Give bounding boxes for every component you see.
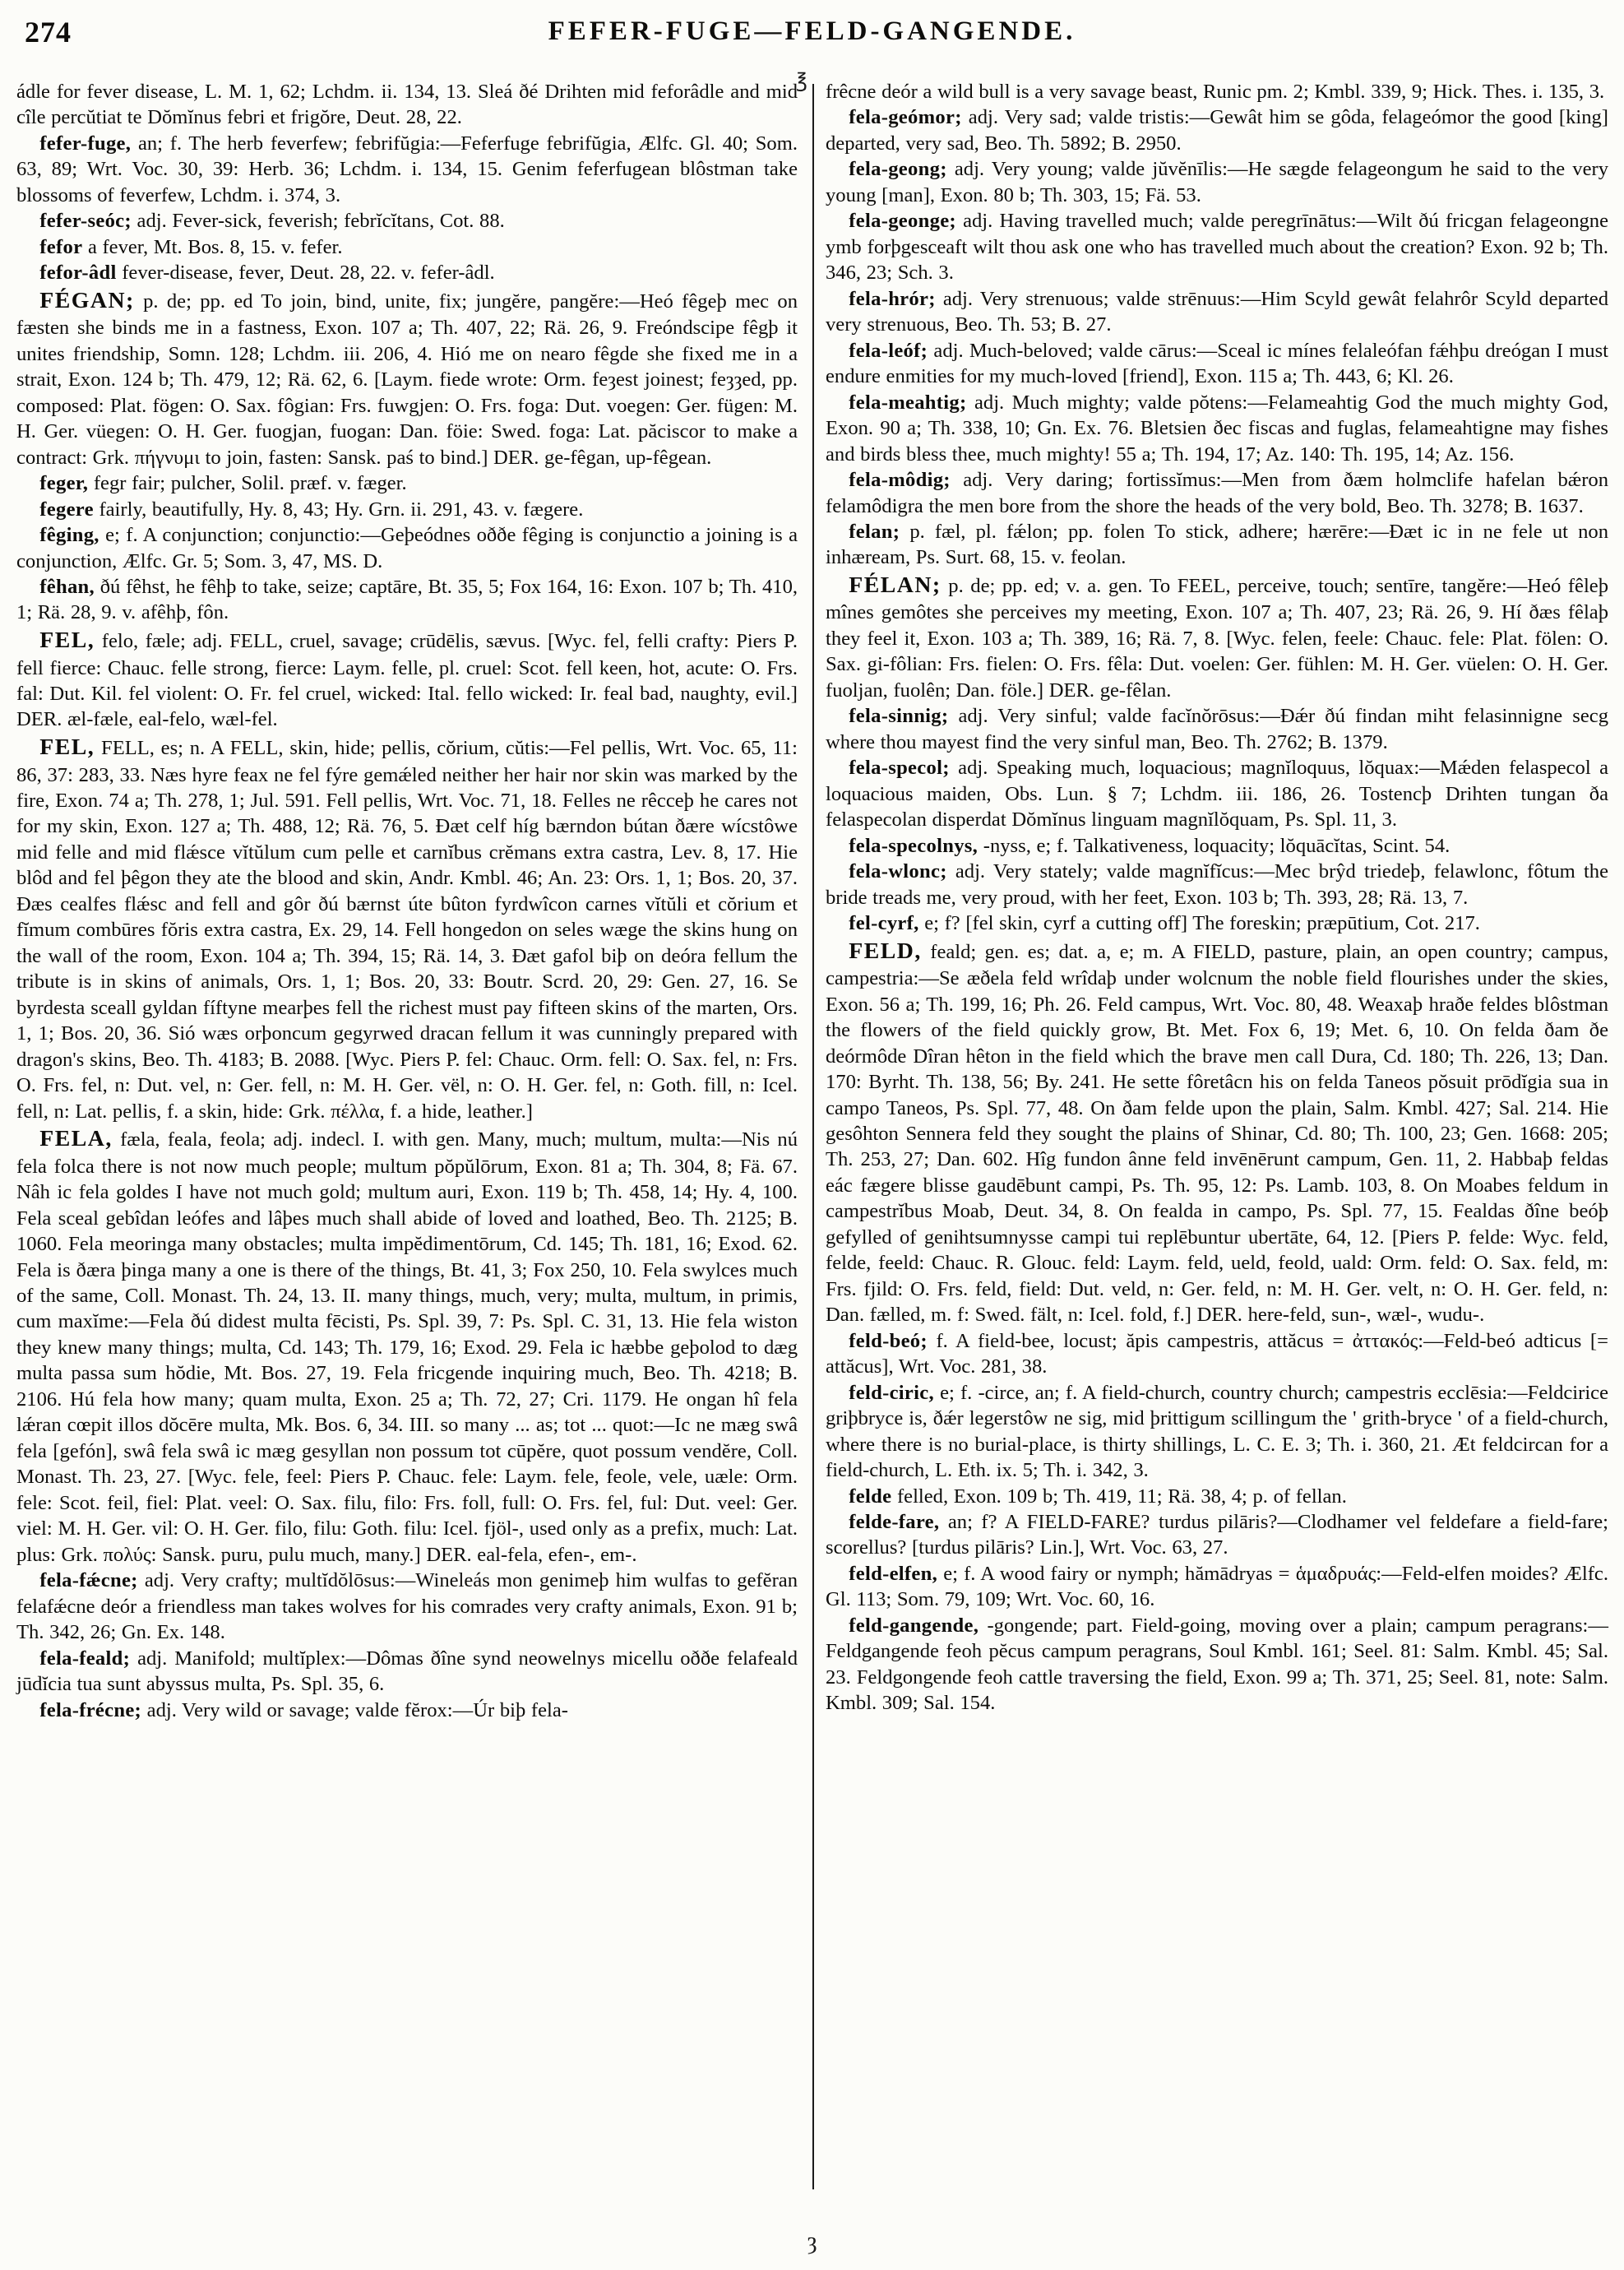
- entry-headword: fela-wlonc;: [849, 860, 947, 883]
- dictionary-entry: [826, 833, 1608, 859]
- entry-body: adj. Having travelled much; valde peregrīnātus:—Wilt ðú fricgan felageongne ymb forþgesceaft wilt thou ask one who has travelled much about the creation? Exon. 92 b; Th. 346, 23; Sch. 3.: [826, 210, 1608, 285]
- dictionary-entry: [826, 1380, 1608, 1484]
- entry-headword: felde-fare,: [849, 1511, 940, 1533]
- dictionary-entry: [826, 571, 1608, 703]
- entry-body: adj. Much mighty; valde pŏtens:—Felameahtig God the much mighty God, Exon. 90 a; Th. 338, 10; Gn. Ex. 76. Bletsien ðec fiscas and fuglas, felameahtigne may fishes and birds bless thee, much mighty! 55 a; Th. 194, 17; Az. 140: Th. 195, 14; Az. 156.: [826, 391, 1609, 466]
- entry-headword: felde: [849, 1485, 892, 1508]
- entry-headword: fela-geómor;: [849, 106, 962, 129]
- entry-body: adj. Very wild or savage; valde fĕrox:—Úr biþ fela-: [146, 1698, 568, 1721]
- entry-headword: feld-gangende,: [849, 1614, 979, 1637]
- entry-body: fegr fair; pulcher, Solil. præf. v. fæger.: [93, 472, 407, 495]
- left-column: [16, 79, 798, 1723]
- entry-headword: fela-specolnys,: [849, 834, 979, 857]
- entry-headword: fela-hrór;: [849, 287, 936, 310]
- entry-body: adj. Very young; valde jŭvĕnīlis:—He sægde felageongum he said to the very young [man], Exon. 80 b; Th. 303, 15; Fä. 53.: [826, 158, 1608, 206]
- entry-headword: fela-specol;: [849, 757, 950, 780]
- dictionary-entry: [826, 910, 1608, 936]
- entry-headword: FÉLAN;: [849, 572, 942, 598]
- entry-body: -nyss, e; f. Talkativeness, loquacity; lŏquācĭtas, Scint. 54.: [983, 834, 1450, 857]
- dictionary-entry: [826, 859, 1608, 910]
- running-head-title: FEFER-FUGE—FELD-GANGENDE.: [548, 16, 1076, 46]
- dictionary-entry: [16, 626, 798, 733]
- dictionary-entry: [826, 79, 1608, 104]
- printers-mark-icon: ℥: [796, 71, 807, 92]
- dictionary-entry: [16, 131, 798, 208]
- dictionary-entry: [826, 286, 1608, 338]
- dictionary-entry: [826, 703, 1608, 755]
- dictionary-entry: [826, 755, 1608, 832]
- entry-body: p. de; pp. ed; v. a. gen. To FEEL, perceive, touch; sentīre, tangĕre:—Heó fêleþ mînes gemôtes she perceives my meeting, Exon. 107 a; Th. 407, 23; Rä. 26, 9. Hí ðæs fêlaþ they feel it, Exon. 103 a; Th. 389, 16; Rä. 7, 8. [Wyc. felen, feele: Chauc. fele: Plat. fölen: O. Sax. gi-fôlian: Frs. fielen: O. Frs. fêla: Dut. voelen: Ger. fühlen: M. H. Ger. vüelen: O. H. Ger. fuoljan, fuolên; Dan. föle.] DER. ge-fêlan.: [826, 574, 1608, 702]
- entry-body: felled, Exon. 109 b; Th. 419, 11; Rä. 38, 4; p. of fellan.: [896, 1485, 1347, 1508]
- dictionary-entry: [16, 574, 798, 626]
- entry-body: feald; gen. es; dat. a, e; m. A FIELD, pasture, plain, an open country; campus, campestria:—Se æðela feld wrîdaþ under wolcnum the noble field flourishes under the skies, Exon. 56 a; Th. 199, 16; Ph. 26. Feld campus, Wrt. Voc. 80, 48. Weaxaþ hraðe feldes blôstman the flowers of the field quickly grow, Bt. Met. Fox 6, 19; Met. 6, 10. On felda ðam ðe deórmôde Dîran hêton in the field which the brave men call Dura, Cd. 180; Th. 226, 13; Dan. 170: Byrht. Th. 138, 56; By. 241. He sette fôretâcn his on felda Taneos pŏsuit prōdĭgia sua in campo Taneos, Ps. Spl. 77, 48. On ðam felde upon the plain, Salm. Kmbl. 427; Sal. 214. Hie gesôhton Sennera feld they sought the plains of Shinar, Cd. 80; Th. 100, 23; Gen. 1668: 205; Th. 253, 27; Dan. 602. Hîg fundon ânne feld invēnērunt campum, Gen. 11, 2. Habbaþ feldas eác fægere blisse gaudēbunt campi, Ps. Th. 95, 12: Ps. Lamb. 103, 8. On Moabes feldum in campestrĭbus Moab, Deut. 34, 8. On fealda in campo, Ps. Spl. 77, 15. Fealdas ðîne beóþ gefylled of genihtsumnysse campi tui replēbuntur ubertāte, 64, 12. [Piers P. felde: Wyc. feld, felde, feeld: Chauc. R. Glouc. feld: Laym. feld, ueld, feold, uald: Orm. feld: O. Sax. feld, m: Frs. fjild: O. Frs. feld, field: Dut. veld, n: Ger. feld, n: M. H. Ger. velt, n: O. H. Ger. feld, n: Dan. fælled, m. f: Swed. fält, n: Icel. fold, f.] DER. here-feld, sun-, wæl-, wudu-.: [826, 940, 1609, 1327]
- entry-headword: fela-feald;: [39, 1647, 131, 1670]
- dictionary-entry: [826, 1561, 1608, 1613]
- dictionary-entry: [16, 1124, 798, 1568]
- dictionary-entry: [16, 1698, 798, 1723]
- entry-body: ðú fêhst, he fêhþ to take, seize; captāre, Bt. 35, 5; Fox 164, 16: Exon. 107 b; Th. 410, 1; Rä. 28, 9. v. afêhþ, fôn.: [16, 576, 798, 624]
- dictionary-entry: [16, 286, 798, 470]
- entry-body: p. fæl, pl. fǽlon; pp. folen To stick, adhere; hærēre:—Ðæt ic in ne fele ut non inhæream, Ps. Surt. 68, 15. v. feolan.: [826, 520, 1608, 569]
- dictionary-entry: [826, 104, 1608, 156]
- dictionary-entry: [16, 208, 798, 234]
- entry-body: an; f? A FIELD-FARE? turdus pilāris?—Clodhamer vel feldefare a field-fare; scorellus? [turdus pilāris? Lin.], Wrt. Voc. 63, 27.: [826, 1511, 1609, 1559]
- entry-body: adj. Speaking much, loquacious; magnĭloquus, lŏquax:—Mǽden felaspecol a loquacious maiden, Obs. Lun. § 7; Lchdm. iii. 186, 26. Tostencþ Drihten tungan ða felaspecolan disperdat Dŏmĭnus linguam magnĭlŏquam, Ps. Spl. 11, 3.: [826, 757, 1609, 832]
- entry-headword: feld-beó;: [849, 1329, 928, 1352]
- entry-body: frêcne deór a wild bull is a very savage beast, Runic pm. 2; Kmbl. 339, 9; Hick. Thes. i. 135, 3.: [826, 81, 1605, 103]
- dictionary-entry: [826, 467, 1608, 519]
- dictionary-entry: [826, 1484, 1608, 1509]
- entry-headword: fefor: [39, 235, 83, 258]
- entry-headword: fegere: [39, 498, 94, 521]
- entry-headword: FELA,: [39, 1126, 113, 1152]
- column-divider-rule: [812, 84, 814, 2189]
- entry-headword: FEL,: [39, 734, 95, 760]
- entry-body: e; f. A conjunction; conjunctio:—Geþeódnes oððe fêging is conjunctio a joining is a conjunction, Ælfc. Gr. 5; Som. 3, 47, MS. D.: [16, 524, 798, 572]
- entry-body: adj. Very stately; valde magnĭfĭcus:—Mec brŷd triedeþ, felawlonc, fôtum the bride treads me, very proud, with her feet, Exon. 103 b; Th. 393, 28; Rä. 13, 7.: [826, 860, 1608, 909]
- dictionary-entry: [16, 79, 798, 131]
- right-column: [826, 79, 1608, 1716]
- entry-body: fever-disease, fever, Deut. 28, 22. v. fefer-âdl.: [122, 262, 495, 285]
- entry-body: e; f? [fel skin, cyrf a cutting off] The foreskin; præpūtium, Cot. 217.: [924, 912, 1480, 935]
- entry-headword: fela-meahtig;: [849, 391, 967, 414]
- entry-headword: fel-cyrf,: [849, 912, 919, 935]
- dictionary-entry: [826, 937, 1608, 1328]
- entry-body: FELL, es; n. A FELL, skin, hide; pellis, cŏrium, cŭtis:—Fel pellis, Wrt. Voc. 65, 11: 86, 37: 283, 33. Næs hyre feax ne fel fýre gemǽled neither her hair nor skin was marked by the fire, Exon. 74 a; Th. 278, 1; Jul. 591. Fell pellis, Wrt. Voc. 71, 18. Felles ne rêcceþ he cares not for my skin, Exon. 127 a; Th. 488, 12; Rä. 76, 5. Ðæt celf híg bærndon bútan ðære wícstôwe mid felle and mid flǽsce vĭtŭlum cum pelle et carnĭbus crĕmans extra castra, Lev. 8, 17. Hie blôd and fel þêgon they ate the blood and skin, Andr. Kmbl. 46; An. 23: Ors. 1, 1; Bos. 20, 37. Ðæs cealfes flǽsc and fell and gôr ðú bærnst úte bûton fyrdwîcon carnes vĭtŭli et cŏrium et fĭmum combūres fŏris extra castra, Ex. 29, 14. Fell hongedon on seles wæge the skins hung on the wall of the room, Exon. 104 a; Th. 394, 15; Rä. 14, 3. Ðæt gafol biþ on deóra fellum the tribute is in skins of animals, Ors. 1, 1; Bos. 20, 33: Boutr. Scrd. 20, 29: Gen. 27, 16. Se byrdesta sceall gyldan fíftyne mearþes fell the richest must pay fifteen skins of the marten, Ors. 1, 1; Bos. 20, 36. Sió wæs orþoncum gegyrwed dracan fellum it was cunningly prepared with dragon's skins, Beo. Th. 4183; B. 2088. [Wyc. Piers P. fel: Chauc. Orm. fell: O. Sax. fel, n: Frs. O. Frs. fel, n: Dut. vel, n: Ger. fell, n: M. H. Ger. vël, n: O. H. Ger. fel, n: Goth. fill, n: Icel. fell, n: Lat. pellis, f. a skin, hide: Grk. πέλλα, f. a hide, leather.]: [16, 736, 798, 1123]
- dictionary-entry: [826, 519, 1608, 571]
- entry-headword: fela-sinnig;: [849, 705, 949, 728]
- dictionary-entry: [16, 470, 798, 496]
- dictionary-entry: [16, 733, 798, 1124]
- dictionary-entry: [826, 1328, 1608, 1380]
- entry-headword: fela-geong;: [849, 158, 947, 181]
- entry-headword: FEL,: [39, 627, 95, 653]
- dictionary-entry: [826, 156, 1608, 208]
- dictionary-entry: [16, 234, 798, 260]
- entry-headword: fefer-fuge,: [39, 132, 132, 155]
- entry-body: adj. Very daring; fortissĭmus:—Men from ðæm holmclife hafelan bǽron felamôdigra the men bore from the shore the heads of the very bold, Beo. Th. 3278; B. 1637.: [826, 469, 1608, 517]
- entry-body: e; f. A wood fairy or nymph; hămādryas = ἁμαδρυάς:—Feld-elfen moides? Ælfc. Gl. 113; Som. 79, 109; Wrt. Voc. 60, 16.: [826, 1562, 1608, 1611]
- entry-headword: FÉGAN;: [39, 287, 135, 313]
- entry-body: adj. Fever-sick, feverish; febrĭcĭtans, Cot. 88.: [136, 210, 505, 233]
- entry-body: fairly, beautifully, Hy. 8, 43; Hy. Grn. ii. 291, 43. v. fægere.: [99, 498, 584, 521]
- dictionary-entry: [826, 208, 1608, 285]
- entry-headword: FELD,: [849, 938, 922, 964]
- entry-headword: fêhan,: [39, 576, 95, 599]
- dictionary-entry: [826, 338, 1608, 390]
- dictionary-entry: [16, 1568, 798, 1645]
- entry-headword: fela-môdig;: [849, 469, 951, 492]
- dictionary-entry: [16, 260, 798, 285]
- entry-body: adj. Very sad; valde tristis:—Gewât him se gôda, felageómor the good [king] departed, very sad, Beo. Th. 5892; B. 2950.: [826, 106, 1608, 155]
- entry-body: felo, fæle; adj. FELL, cruel, savage; crūdēlis, sævus. [Wyc. fel, felli crafty: Piers P. fell fierce: Chauc. felle strong, fierce: Laym. felle, pl. cruel: Scot. fell keen, hot, acute: O. Frs. fal: Dut. Kil. fel violent: O. Fr. fel cruel, wicked: Ital. fello wicked: Ir. feal bad, naughty, evil.] DER. æl-fæle, eal-felo, wæl-fel.: [16, 629, 798, 731]
- entry-body: p. de; pp. ed To join, bind, unite, fix; jungĕre, pangĕre:—Heó fêgeþ mec on fæsten she binds me in a fastness, Exon. 107 a; Th. 407, 22; Rä. 26, 9. Freóndscipe fêgþ it unites friendship, Somn. 128; Lchdm. iii. 206, 4. Hió me on nearo fêgde she fixed me in a strait, Exon. 124 b; Th. 479, 12; Rä. 62, 6. [Laym. fiede wrote: Orm. feȝest joinest; feȝȝed, pp. composed: Plat. fögen: O. Sax. fôgian: Frs. fuwgjen: O. Frs. foga: Dut. voegen: Ger. fügen: M. H. Ger. vüegen: O. H. Ger. fuogjan, fuogan: Dan. föie: Swed. foga: Lat. păciscor to make a contract: Grk. πήγνυμι to join, fasten: Sansk. paś to bind.] DER. ge-fêgan, up-fêgean.: [16, 290, 798, 469]
- entry-headword: feld-ciric,: [849, 1381, 934, 1404]
- entry-body: -gongende; part. Field-going, moving over a plain; campum peragrans:—Feldgangende feoh pĕcus campum peragrans, Soul Kmbl. 161; Seel. 81: Salm. Kmbl. 45; Sal. 23. Feldgongende feoh cattle traversing the field, Exon. 99 a; Th. 371, 25; Seel. 81, note: Salm. Kmbl. 309; Sal. 154.: [826, 1614, 1608, 1715]
- entry-headword: feger,: [39, 472, 89, 495]
- entry-body: adj. Manifold; multĭplex:—Dômas ðîne synd neowelnys micellu oððe felafeald jūdĭcia tua sunt abyssus multa, Ps. Spl. 35, 6.: [16, 1647, 798, 1696]
- entry-body: adj. Very sinful; valde facĭnŏrōsus:—Ðǽr ðú findan miht felasinnigne secg where thou mayest find the very sinful man, Beo. Th. 2762; B. 1379.: [826, 705, 1608, 753]
- dictionary-entry: [16, 522, 798, 574]
- entry-body: an; f. The herb feverfew; febrifŭgia:—Feferfuge febrifŭgia, Ælfc. Gl. 40; Som. 63, 89; Wrt. Voc. 30, 39: Herb. 36; Lchdm. i. 134, 15. Genim feferfugean blôstman take blossoms of feverfew, Lchdm. i. 374, 3.: [16, 132, 798, 206]
- entry-body: adj. Much-beloved; valde cārus:—Sceal ic mínes felaleófan fǽhþu dreógan I must endure enmities for my much-loved [friend], Exon. 115 a; Th. 443, 6; Kl. 26.: [826, 339, 1608, 388]
- dictionary-entry: [16, 1646, 798, 1698]
- entry-body: a fever, Mt. Bos. 8, 15. v. fefer.: [87, 235, 343, 258]
- entry-headword: felan;: [849, 520, 900, 543]
- entry-body: e; f. -circe, an; f. A field-church, country church; campestris ecclēsia:—Feldcirice griþbryce is, ðǽr legerstôw ne sig, mid þrittigum scillingum the ' grith-bryce ' of a field-church, where there is no burial-place, is thirty shillings, L. C. E. 3; Th. i. 360, 21. Æt feldcircan for a field-church, L. Eth. ix. 5; Th. i. 342, 3.: [826, 1381, 1608, 1482]
- entry-headword: fela-leóf;: [849, 339, 928, 362]
- entry-body: adj. Very strenuous; valde strēnuus:—Him Scyld gewât felahrôr Scyld departed very strenuous, Beo. Th. 53; B. 27.: [826, 287, 1608, 336]
- entry-headword: fela-fǽcne;: [39, 1569, 138, 1592]
- entry-headword: fefer-seóc;: [39, 210, 132, 233]
- dictionary-entry: [16, 497, 798, 522]
- dictionary-entry: [826, 1509, 1608, 1561]
- entry-body: f. A field-bee, locust; ăpis campestris, attăcus = ἀττακός:—Feld-beó adticus [= attăcus], Wrt. Voc. 281, 38.: [826, 1329, 1608, 1378]
- dictionary-entry: [826, 390, 1608, 467]
- entry-body: adj. Very crafty; multĭdŏlōsus:—Wineleás mon genimeþ him wulfas to gefĕran felafǽcne deór a friendless man takes wolves for his comrades very crafty animals, Exon. 91 b; Th. 342, 26; Gn. Ex. 148.: [16, 1569, 798, 1644]
- dictionary-entry: [826, 1613, 1608, 1716]
- entry-headword: fela-frécne;: [39, 1698, 142, 1721]
- page-number: 274: [25, 16, 72, 49]
- entry-headword: fêging,: [39, 524, 99, 547]
- signature-mark-icon: ȝ: [807, 2227, 817, 2254]
- entry-body: fæla, feala, feola; adj. indecl. I. with gen. Many, much; multum, multa:—Nis nú fela folca there is not now much people; multum pŏpŭlōrum, Exon. 81 a; Th. 304, 8; Fä. 67. Nâh ic fela goldes I have not much gold; multum auri, Exon. 119 b; Th. 458, 14; Hy. 4, 100. Fela sceal gebîdan leófes and lâþes much shall abide of loved and loathed, Beo. Th. 2125; B. 1060. Fela meoringa many obstacles; multa impĕdimentōrum, Cd. 145; Th. 181, 16; Exod. 62. Fela is ðæra þinga many a one is there of the things, Bt. 41, 3; Fox 250, 10. Fela swylces much of the same, Coll. Monast. Th. 24, 13. II. many things, much, very; multa, multum, in primis, cum maxĭme:—Fela ðú didest multa fēcisti, Ps. Spl. 39, 7: Ps. Spl. C. 31, 13. Hie fela wiston they knew many things; multa, Cd. 143; Th. 179, 16; Exod. 29. Fela ic hæbbe geþolod to dæg multa passa sum hŏdie, Mt. Bos. 27, 19. Fela fricgende inquiring much, Beo. Th. 4218; B. 2106. Hú fela how many; quam multa, Exon. 25 a; Th. 72, 27; Cri. 1179. He ongan hî fela lǽran cœpit illos dŏcēre multa, Mk. Bos. 6, 34. III. so many ... as; tot ... quot:—Ic ne mæg swâ fela [gefón], swâ fela swâ ic mæg gesyllan non possum tot cūpĕre, quot possum vendĕre, Coll. Monast. Th. 23, 27. [Wyc. fele, feel: Piers P. Chauc. fele: Laym. fele, feole, vele, uæle: Orm. fele: Scot. feil, fiel: Plat. veel: O. Sax. filu, filo: Frs. foll, full: O. Frs. fel, ful: Dut. veel: Ger. viel: M. H. Ger. vil: O. H. Ger. filo, filu: Goth. filu: Icel. fjöl-, used only as a prefix, much: Lat. plus: Grk. πολύς: Sansk. puru, pulu much, many.] DER. eal-fela, efen-, em-.: [16, 1128, 798, 1566]
- entry-headword: fela-geonge;: [849, 210, 956, 233]
- entry-headword: feld-elfen,: [849, 1562, 938, 1585]
- entry-body: ádle for fever disease, L. M. 1, 62; Lchdm. ii. 134, 13. Sleá ðé Drihten mid feforâdle and mid cîle percŭtiat te Dŏmĭnus febri et frigŏre, Deut. 28, 22.: [16, 81, 798, 129]
- entry-headword: fefor-âdl: [39, 262, 117, 285]
